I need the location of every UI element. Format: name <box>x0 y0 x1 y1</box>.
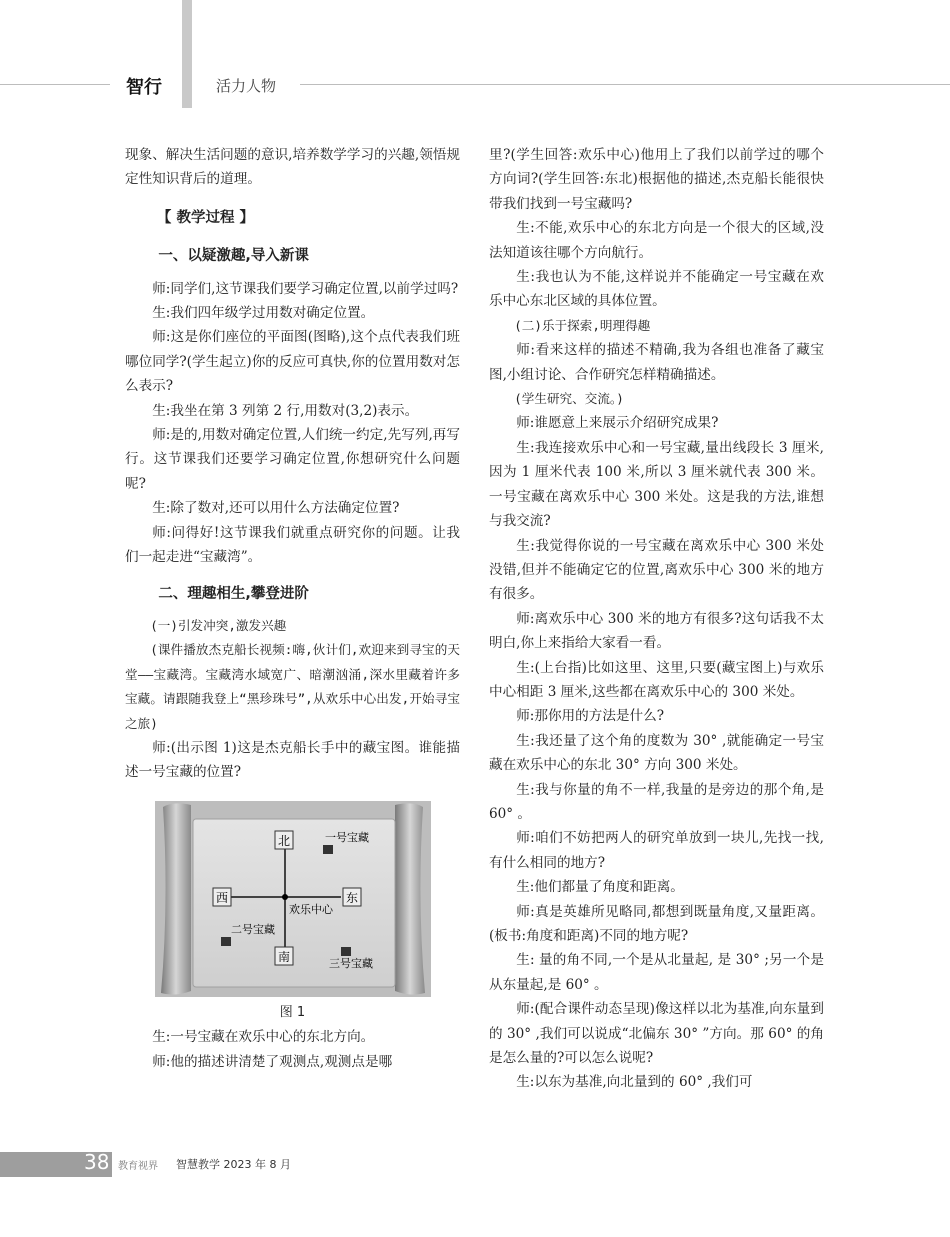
paragraph: 生:我与你量的角不一样,我量的是旁边的那个角,是 60° 。 <box>489 781 824 822</box>
paragraph: 生:我还量了这个角的度数为 30° ,就能确定一号宝藏在欢乐中心的东北 30° 方向 300 米处。 <box>489 732 824 774</box>
figure-caption: 图 1 <box>279 1004 306 1020</box>
paragraph: 生:一号宝藏在欢乐中心的东北方向。 <box>152 1029 375 1046</box>
paragraph: 生:我觉得你说的一号宝藏在离欢乐中心 300 米处没错,但并不能确定它的位置,离欢乐中心 300 米的地方有很多。 <box>489 537 824 603</box>
section-heading-1: 一、以疑激趣,导入新课 <box>158 248 309 265</box>
paragraph: 师:(配合课件动态呈现)像这样以北为基准,向东量到的 30° ,我们可以说成“北偏东 30° ”方向。那 60° 的角是怎么量的?可以怎么说呢? <box>489 1001 824 1067</box>
treasure-1-label: 一号宝藏 <box>325 830 369 844</box>
south-label: 南 <box>277 949 291 964</box>
footer-brand: 教育视界 <box>118 1161 158 1172</box>
section-title: 智行 <box>126 77 162 98</box>
north-label: 北 <box>277 833 291 848</box>
paragraph: 师:(出示图 1)这是杰克船长手中的藏宝图。谁能描述一号宝藏的位置? <box>125 739 460 781</box>
teaching-process-heading: 【 教学过程 】 <box>156 209 254 226</box>
center-point <box>282 894 288 900</box>
paragraph: 师:是的,用数对确定位置,人们统一约定,先写列,再写行。这节课我们还要学习确定位置,你想研究什么问题呢? <box>125 427 460 492</box>
treasure-1-icon <box>323 845 333 854</box>
paragraph: 师:问得好!这节课我们就重点研究你的问题。让我们一起走进“宝藏湾”。 <box>125 524 460 566</box>
paragraph: 师:他的描述讲清楚了观测点,观测点是哪 <box>152 1053 393 1070</box>
paragraph: 生:他们都量了角度和距离。 <box>516 879 684 896</box>
paragraph: 里?(学生回答:欢乐中心)他用上了我们以前学过的哪个方向词?(学生回答:东北)根据他的描述,杰克船长能很快带我们找到一号宝藏吗? <box>489 147 824 212</box>
east-label: 东 <box>345 890 359 905</box>
paragraph: 师:离欢乐中心 300 米的地方有很多?这句话我不太明白,你上来指给大家看一看。 <box>489 610 824 652</box>
paragraph: (学生研究、交流。) <box>514 391 624 407</box>
paragraph: 生: 量的角不同,一个是从北量起, 是 30° ;另一个是从东量起,是 60° 。 <box>489 952 824 993</box>
treasure-3-icon <box>341 947 351 956</box>
section-heading-2: 二、理趣相生,攀登进阶 <box>158 585 309 602</box>
paragraph: (课件播放杰克船长视频:嗨,伙计们,欢迎来到寻宝的天堂——宝藏湾。宝藏湾水域宽广、暗潮汹涌,深水里藏着许多宝藏。请跟随我登上“黑珍珠号”,从欢乐中心出发,开始寻宝之旅) <box>125 642 460 731</box>
paragraph: 生:以东为基准,向北量到的 60° ,我们可 <box>516 1074 753 1091</box>
paragraph: 师:看来这样的描述不精确,我为各组也准备了藏宝图,小组讨论、合作研究怎样精确描述。 <box>489 342 824 383</box>
section-subtitle: 活力人物 <box>216 77 277 95</box>
paragraph: 师:谁愿意上来展示介绍研究成果? <box>516 415 719 432</box>
left-column <box>125 143 460 1074</box>
treasure-3-label: 三号宝藏 <box>329 956 373 970</box>
paragraph: 生:我也认为不能,这样说并不能确定一号宝藏在欢乐中心东北区域的具体位置。 <box>489 269 824 310</box>
paragraph: 师:真是英雄所见略同,都想到既量角度,又量距离。(板书:角度和距离)不同的地方呢? <box>489 903 824 944</box>
west-label: 西 <box>215 890 229 905</box>
footer-issue: 智慧教学 2023 年 8 月 <box>176 1158 291 1171</box>
header-rule <box>300 84 950 85</box>
treasure-map-illustration <box>153 801 433 997</box>
paragraph: 生:除了数对,还可以用什么方法确定位置? <box>152 500 400 517</box>
header-accent-bar <box>182 0 192 108</box>
paragraph: 生:我们四年级学过用数对确定位置。 <box>152 305 375 322</box>
header-rule <box>0 84 110 85</box>
subsection-heading: (二)乐于探索,明理得趣 <box>514 317 651 333</box>
paragraph: 生:我连接欢乐中心和一号宝藏,量出线段长 3 厘米,因为 1 厘米代表 100 米,所以 3 厘米就代表 300 米。一号宝藏在离欢乐中心 300 米处。这是我的方法,谁想与我交流? <box>489 439 824 530</box>
treasure-2-label: 二号宝藏 <box>231 922 275 936</box>
treasure-2-icon <box>221 937 231 946</box>
paragraph: 生:我坐在第 3 列第 2 行,用数对(3,2)表示。 <box>152 402 419 419</box>
right-column <box>489 143 824 1095</box>
center-label: 欢乐中心 <box>289 902 333 916</box>
subsection-heading: (一)引发冲突,激发兴趣 <box>150 617 287 633</box>
paragraph: 师:同学们,这节课我们要学习确定位置,以前学过吗? <box>152 280 459 297</box>
paragraph: 生:(上台指)比如这里、这里,只要(藏宝图上)与欢乐中心相距 3 厘米,这些都在离欢乐中心的 300 米处。 <box>489 659 824 700</box>
paragraph: 师:咱们不妨把两人的研究单放到一块儿,先找一找,有什么相同的地方? <box>489 830 824 871</box>
page-number: 38 <box>84 1150 110 1174</box>
paragraph: 师:这是你们座位的平面图(图略),这个点代表我们班哪位同学?(学生起立)你的反应可真快,你的位置用数对怎么表示? <box>125 329 460 395</box>
paragraph: 现象、解决生活问题的意识,培养数学学习的兴趣,领悟规定性知识背后的道理。 <box>125 147 460 188</box>
treasure-map-figure <box>153 801 433 997</box>
paragraph: 生:不能,欢乐中心的东北方向是一个很大的区域,没法知道该往哪个方向航行。 <box>489 220 824 261</box>
paragraph: 师:那你用的方法是什么? <box>516 708 664 725</box>
